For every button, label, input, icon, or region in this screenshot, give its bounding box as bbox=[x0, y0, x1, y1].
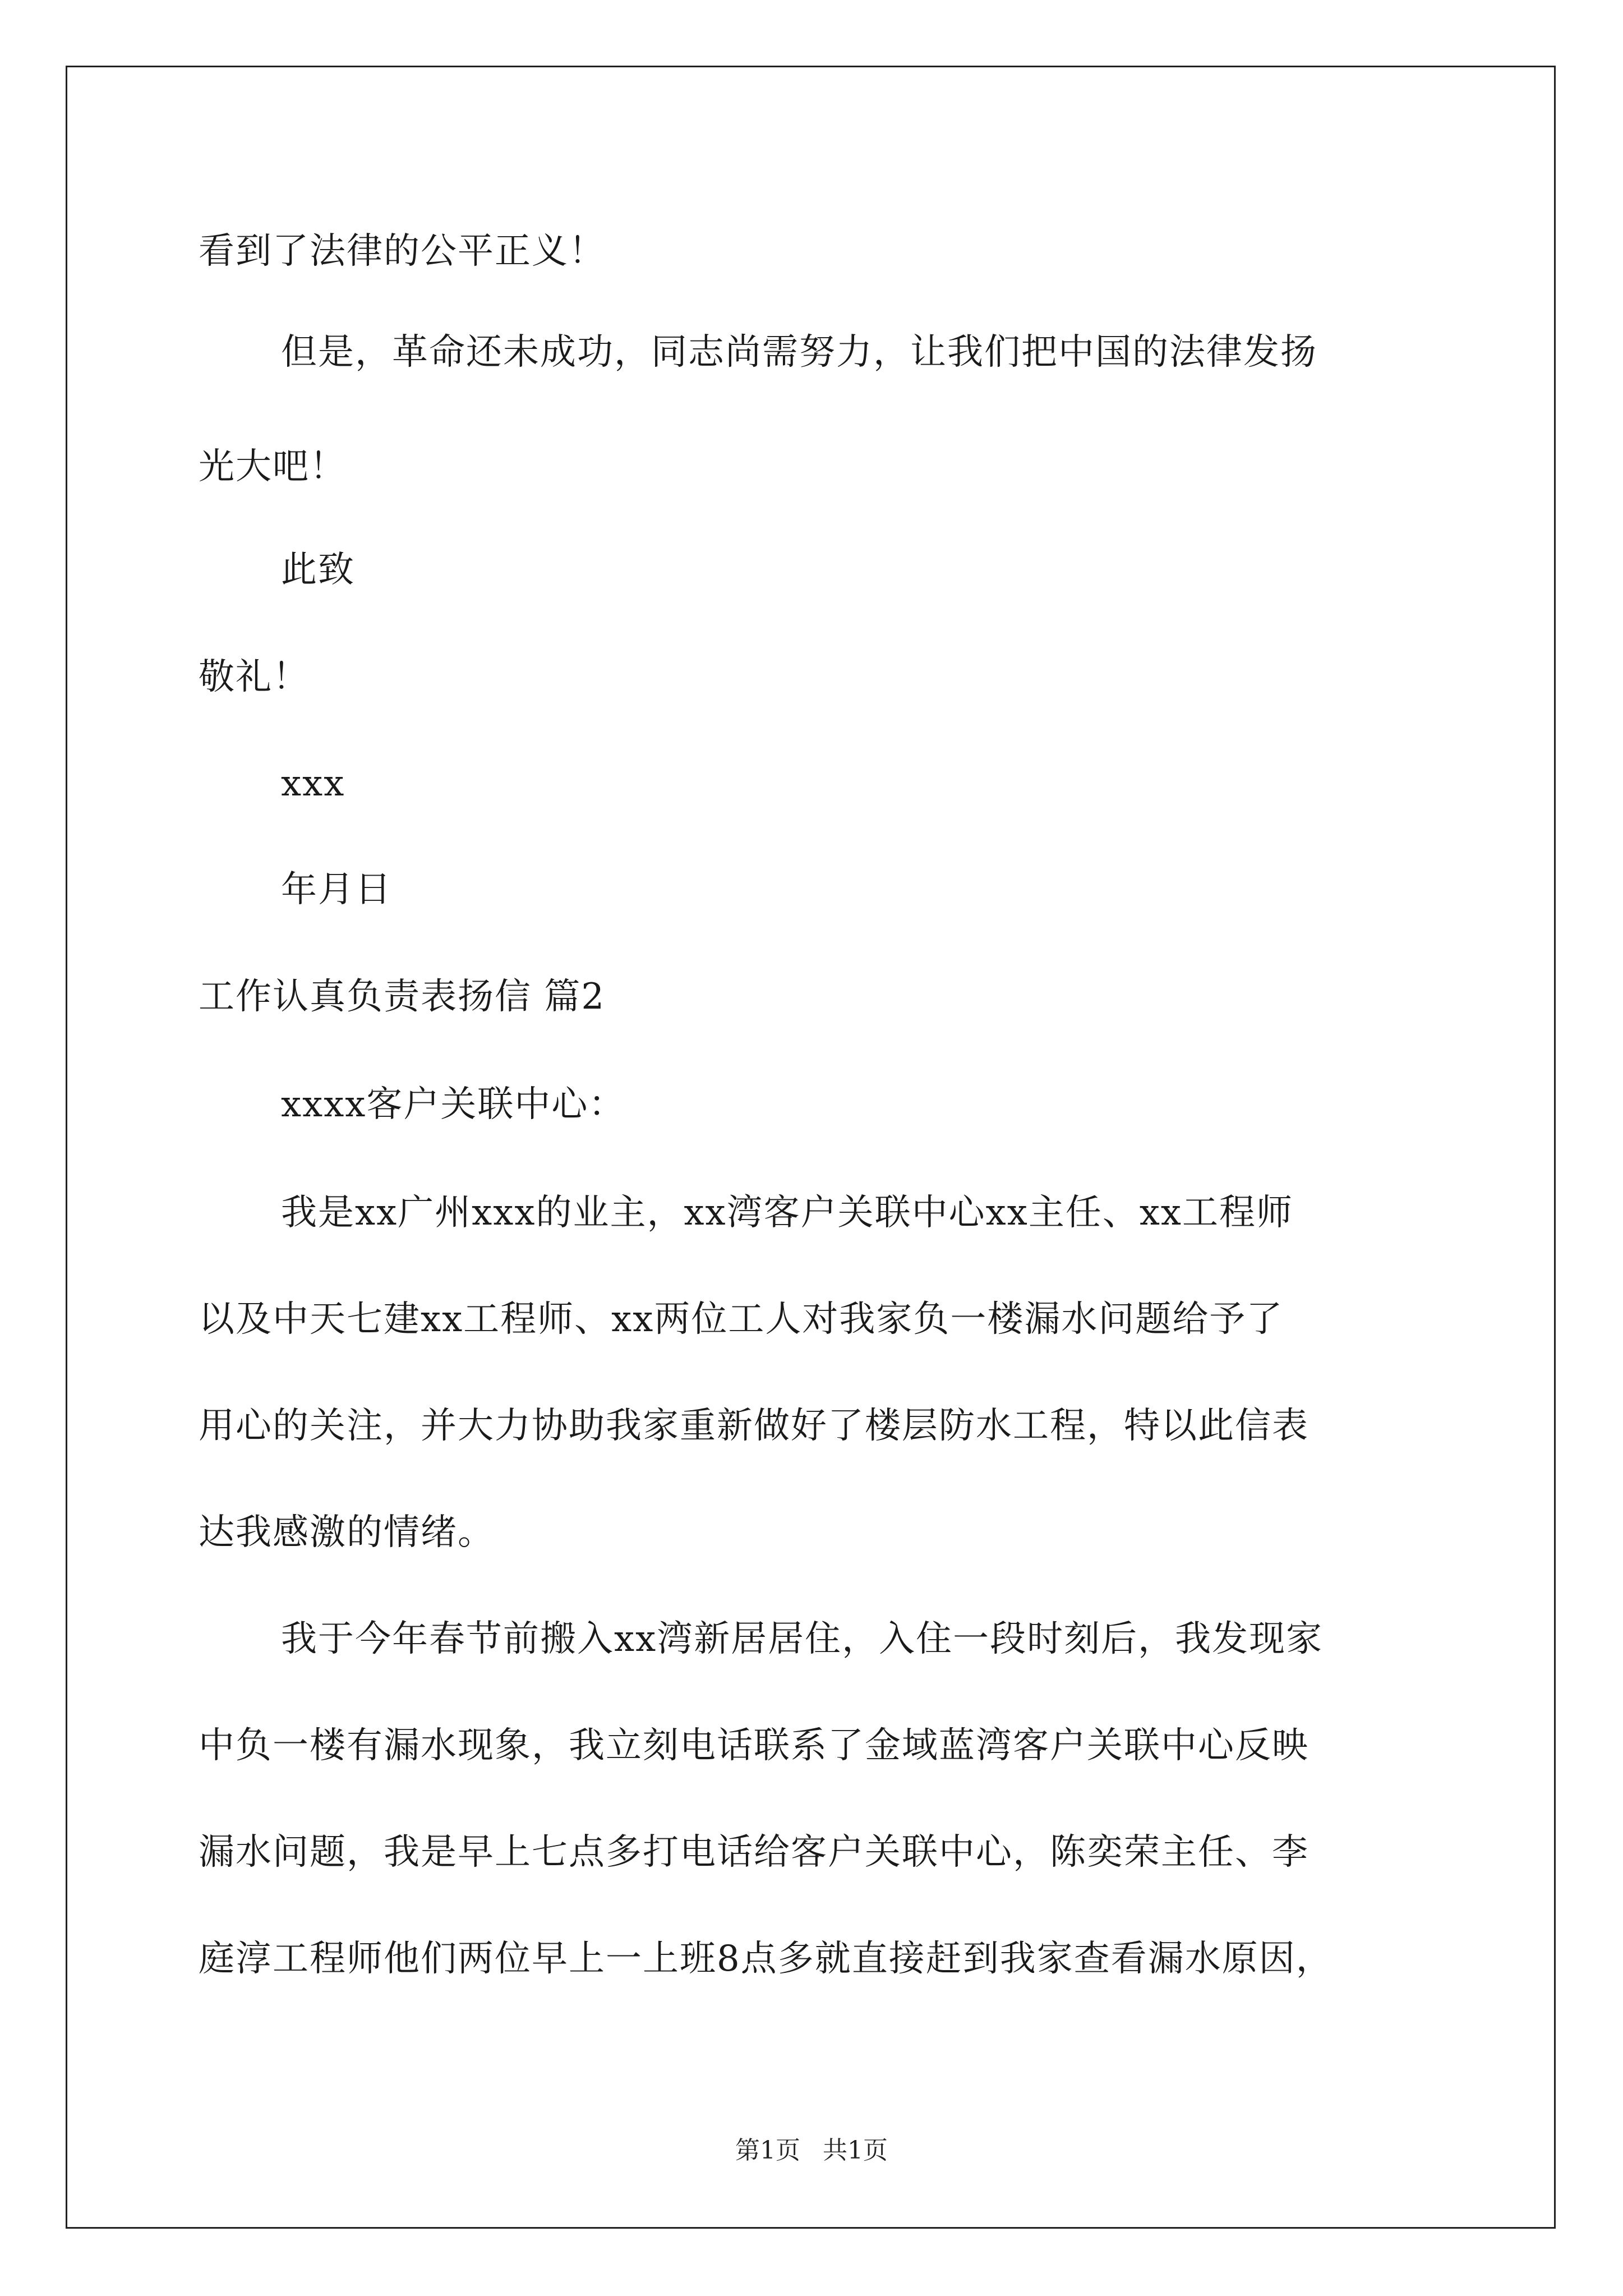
closing-respect: 敬礼！ bbox=[199, 656, 310, 698]
body-text-line: 用心的关注，并大力协助我家重新做好了楼层防水工程，特以此信表 bbox=[199, 1405, 1309, 1447]
page-border bbox=[66, 66, 1556, 2229]
page-number-current: 第1页 bbox=[735, 2136, 800, 2165]
body-text-line: 以及中天七建xx工程师、xx两位工人对我家负一楼漏水问题给予了 bbox=[199, 1299, 1284, 1340]
body-text-line: 但是，革命还未成功，同志尚需努力，让我们把中国的法律发扬 bbox=[281, 332, 1317, 373]
body-text-line: 中负一楼有漏水现象，我立刻电话联系了金域蓝湾客户关联中心反映 bbox=[199, 1725, 1309, 1766]
signature-name: xxx bbox=[281, 763, 345, 804]
body-text-line: 漏水问题，我是早上七点多打电话给客户关联中心，陈奕荣主任、李 bbox=[199, 1832, 1309, 1873]
section-heading: 工作认真负责表扬信 篇2 bbox=[199, 976, 606, 1018]
page-footer bbox=[0, 2138, 1623, 2163]
letter-addressee: xxxx客户关联中心： bbox=[281, 1084, 626, 1125]
body-text-line: 看到了法律的公平正义！ bbox=[199, 231, 606, 272]
signature-date: 年月日 bbox=[281, 869, 392, 910]
body-text-line: 我于今年春节前搬入xx湾新居居住，入住一段时刻后，我发现家 bbox=[281, 1618, 1324, 1660]
body-text-line: 我是xx广州xxx的业主，xx湾客户关联中心xx主任、xx工程师 bbox=[281, 1192, 1294, 1234]
body-text-line: 光大吧！ bbox=[199, 446, 347, 487]
body-text-line: 庭淳工程师他们两位早上一上班8点多就直接赶到我家查看漏水原因， bbox=[199, 1938, 1333, 1980]
body-text-line: 达我感激的情绪。 bbox=[199, 1512, 495, 1553]
page-number-total: 共1页 bbox=[823, 2136, 888, 2165]
closing-salutation: 此致 bbox=[281, 549, 355, 591]
